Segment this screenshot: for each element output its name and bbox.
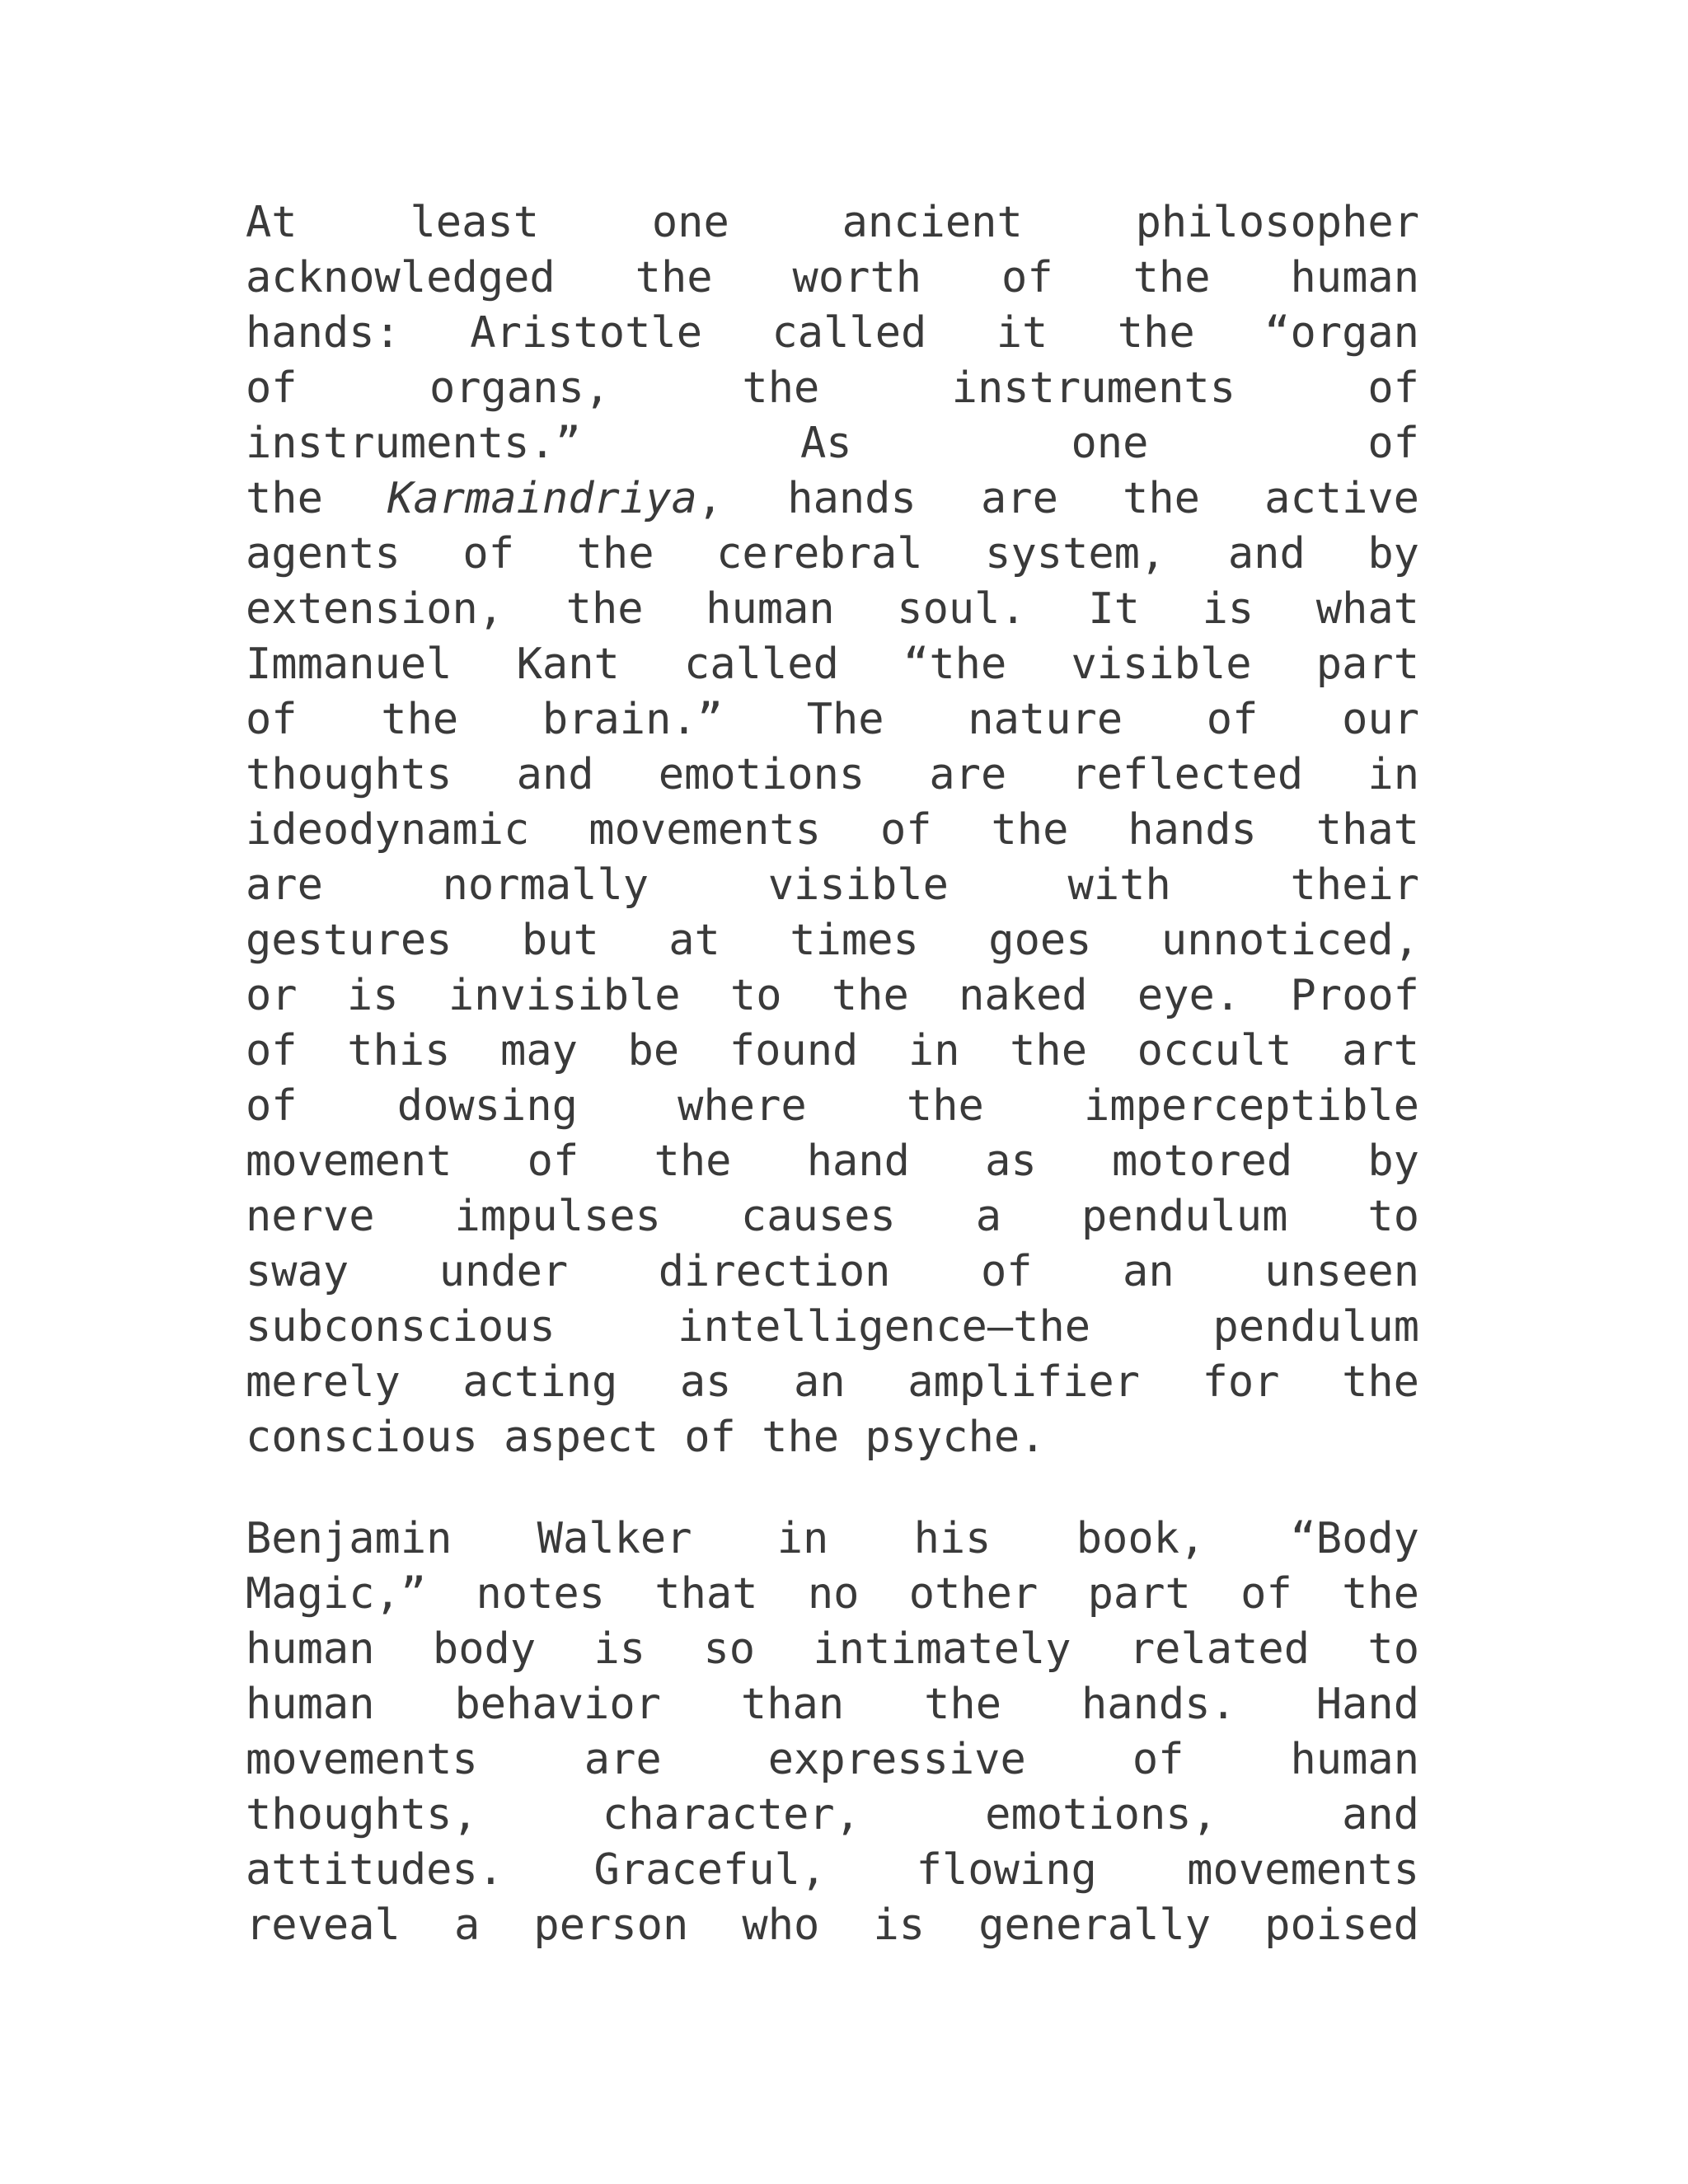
text-line: agents of the cerebral system, and by xyxy=(246,529,1419,579)
text-line: or is invisible to the naked eye. Proof xyxy=(246,971,1419,1020)
text-line: hands: Aristotle called it the “organ xyxy=(246,308,1419,358)
text-line: of this may be found in the occult art xyxy=(246,1026,1419,1076)
text-line: acknowledged the worth of the human xyxy=(246,253,1419,302)
text-line: subconscious intelligence–the pendulum xyxy=(246,1302,1419,1352)
text-line: thoughts, character, emotions, and xyxy=(246,1790,1419,1840)
text-line: Magic,” notes that no other part of the xyxy=(246,1569,1419,1619)
text-line: of dowsing where the imperceptible xyxy=(246,1081,1419,1131)
text-fragment: , hands are the active xyxy=(696,474,1419,523)
text-line: merely acting as an amplifier for the xyxy=(246,1357,1419,1407)
text-line: reveal a person who is generally poised xyxy=(246,1900,1419,1950)
italic-term: Karmaindriya xyxy=(387,474,697,523)
text-line: At least one ancient philosopher xyxy=(246,198,1419,247)
text-line: extension, the human soul. It is what xyxy=(246,584,1419,634)
text-line: human body is so intimately related to xyxy=(246,1624,1419,1674)
text-line-karmaindriya xyxy=(246,471,1419,527)
text-line: gestures but at times goes unnoticed, xyxy=(246,916,1419,965)
text-line: human behavior than the hands. Hand xyxy=(246,1680,1419,1729)
text-line: sway under direction of an unseen xyxy=(246,1247,1419,1296)
paragraph-1 xyxy=(246,195,1419,1465)
text-line: nerve impulses causes a pendulum to xyxy=(246,1192,1419,1241)
text-line: thoughts and emotions are reflected in xyxy=(246,750,1419,799)
text-line: Benjamin Walker in his book, “Body xyxy=(246,1514,1419,1563)
text-fragment: the xyxy=(246,474,388,523)
text-line: instruments.” As one of xyxy=(246,419,1419,468)
text-line: conscious aspect of the psyche. xyxy=(246,1413,1046,1462)
text-line: are normally visible with their xyxy=(246,860,1419,910)
text-line: movements are expressive of human xyxy=(246,1735,1419,1784)
text-line: of organs, the instruments of xyxy=(246,363,1419,413)
text-line: attitudes. Graceful, flowing movements xyxy=(246,1845,1419,1895)
text-line: ideodynamic movements of the hands that xyxy=(246,805,1419,855)
paragraph-2 xyxy=(246,1511,1419,1953)
text-line: of the brain.” The nature of our xyxy=(246,695,1419,744)
text-line: Immanuel Kant called “the visible part xyxy=(246,640,1419,689)
text-line: movement of the hand as motored by xyxy=(246,1137,1419,1186)
